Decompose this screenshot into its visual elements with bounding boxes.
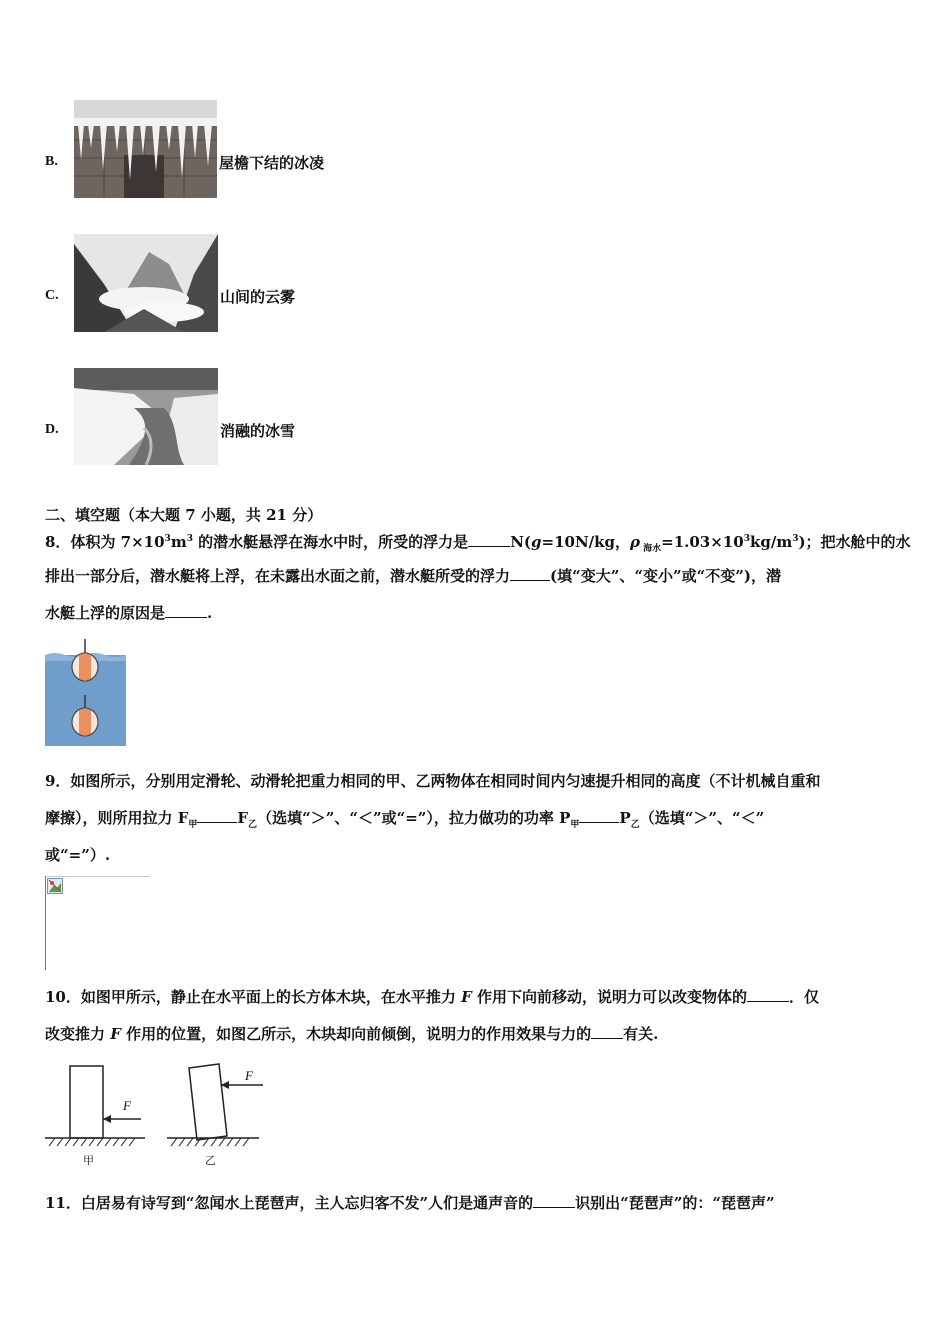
q10-blank-2[interactable]: [591, 1024, 623, 1039]
q9-blank-2[interactable]: [579, 808, 619, 823]
q8-line-1: 8．体积为 $7\times 10^3m^3$ 的潜水艇悬浮在海水中时，所受的浮力是 N(g=10N/kg，ρ $_{海水}=1.03\times 10^3kg/m^3$)；把水舱中的水: [45, 533, 911, 554]
q8-blank-1[interactable]: [468, 532, 510, 547]
section-title: 二、填空题（本大题 7 小题，共 21 分）: [45, 506, 323, 524]
q8-line-2: 排出一部分后，潜水艇将上浮，在未露出水面之前，潜水艇所受的浮力 (填“变大”、“变小”或“不变”)，潜: [45, 567, 781, 585]
q10-line-2: 改变推力 F 作用的位置，如图乙所示，木块却向前倾倒，说明力的作用效果与力的 有关.: [45, 1025, 659, 1043]
mountain-fog-photo: [74, 234, 218, 332]
q11-blank-1[interactable]: [533, 1193, 575, 1208]
q8-line-3: 水艇上浮的原因是 .: [45, 604, 213, 622]
force-label-jia: F: [123, 1098, 131, 1113]
q9-line-1: 9．如图所示，分别用定滑轮、动滑轮把重力相同的甲、乙两物体在相同时间内匀速提升相同的高度（不计机械自重和: [45, 772, 821, 790]
q10-line-1: 10．如图甲所示，静止在水平面上的长方体木块，在水平推力 F 作用下向前移动，说明力可以改变物体的 ．仅: [45, 988, 820, 1006]
figure-jia-block: [45, 1062, 145, 1170]
option-letter-c: C.: [45, 288, 59, 303]
force-label-yi: F: [245, 1068, 253, 1083]
broken-image-icon: [47, 878, 63, 894]
option-text-d: 消融的冰雪: [220, 422, 296, 440]
figure-yi-block: [167, 1062, 267, 1170]
q9-line-3: 或“=”）.: [45, 846, 111, 864]
icicles-photo: [74, 100, 217, 198]
q10-blank-1[interactable]: [747, 987, 789, 1002]
submarine-figure: [45, 633, 126, 746]
figure-label-jia: 甲: [83, 1154, 94, 1167]
q8-blank-2[interactable]: [510, 566, 550, 581]
broken-image-placeholder: [45, 876, 150, 970]
figure-label-yi: 乙: [205, 1154, 216, 1167]
melting-snow-photo: [74, 368, 218, 465]
q8-blank-3[interactable]: [165, 603, 207, 618]
q9-line-2: 摩擦），则所用拉力 $F_甲$ $F_乙$（选填“＞”、“＜”或“=”），拉力做功的功率 $P_甲$ $P_乙$（选填“＞”、“＜”: [45, 809, 765, 830]
option-text-b: 屋檐下结的冰凌: [219, 154, 325, 172]
q9-blank-1[interactable]: [197, 808, 237, 823]
option-letter-d: D.: [45, 422, 59, 437]
q11-line-1: 11．白居易有诗写到“忽闻水上琵琶声，主人忘归客不发”人们是通声音的 识别出“琵琶声”的：“琵琶声”: [45, 1194, 775, 1212]
option-text-c: 山间的云雾: [220, 288, 296, 306]
option-letter-b: B.: [45, 154, 58, 169]
